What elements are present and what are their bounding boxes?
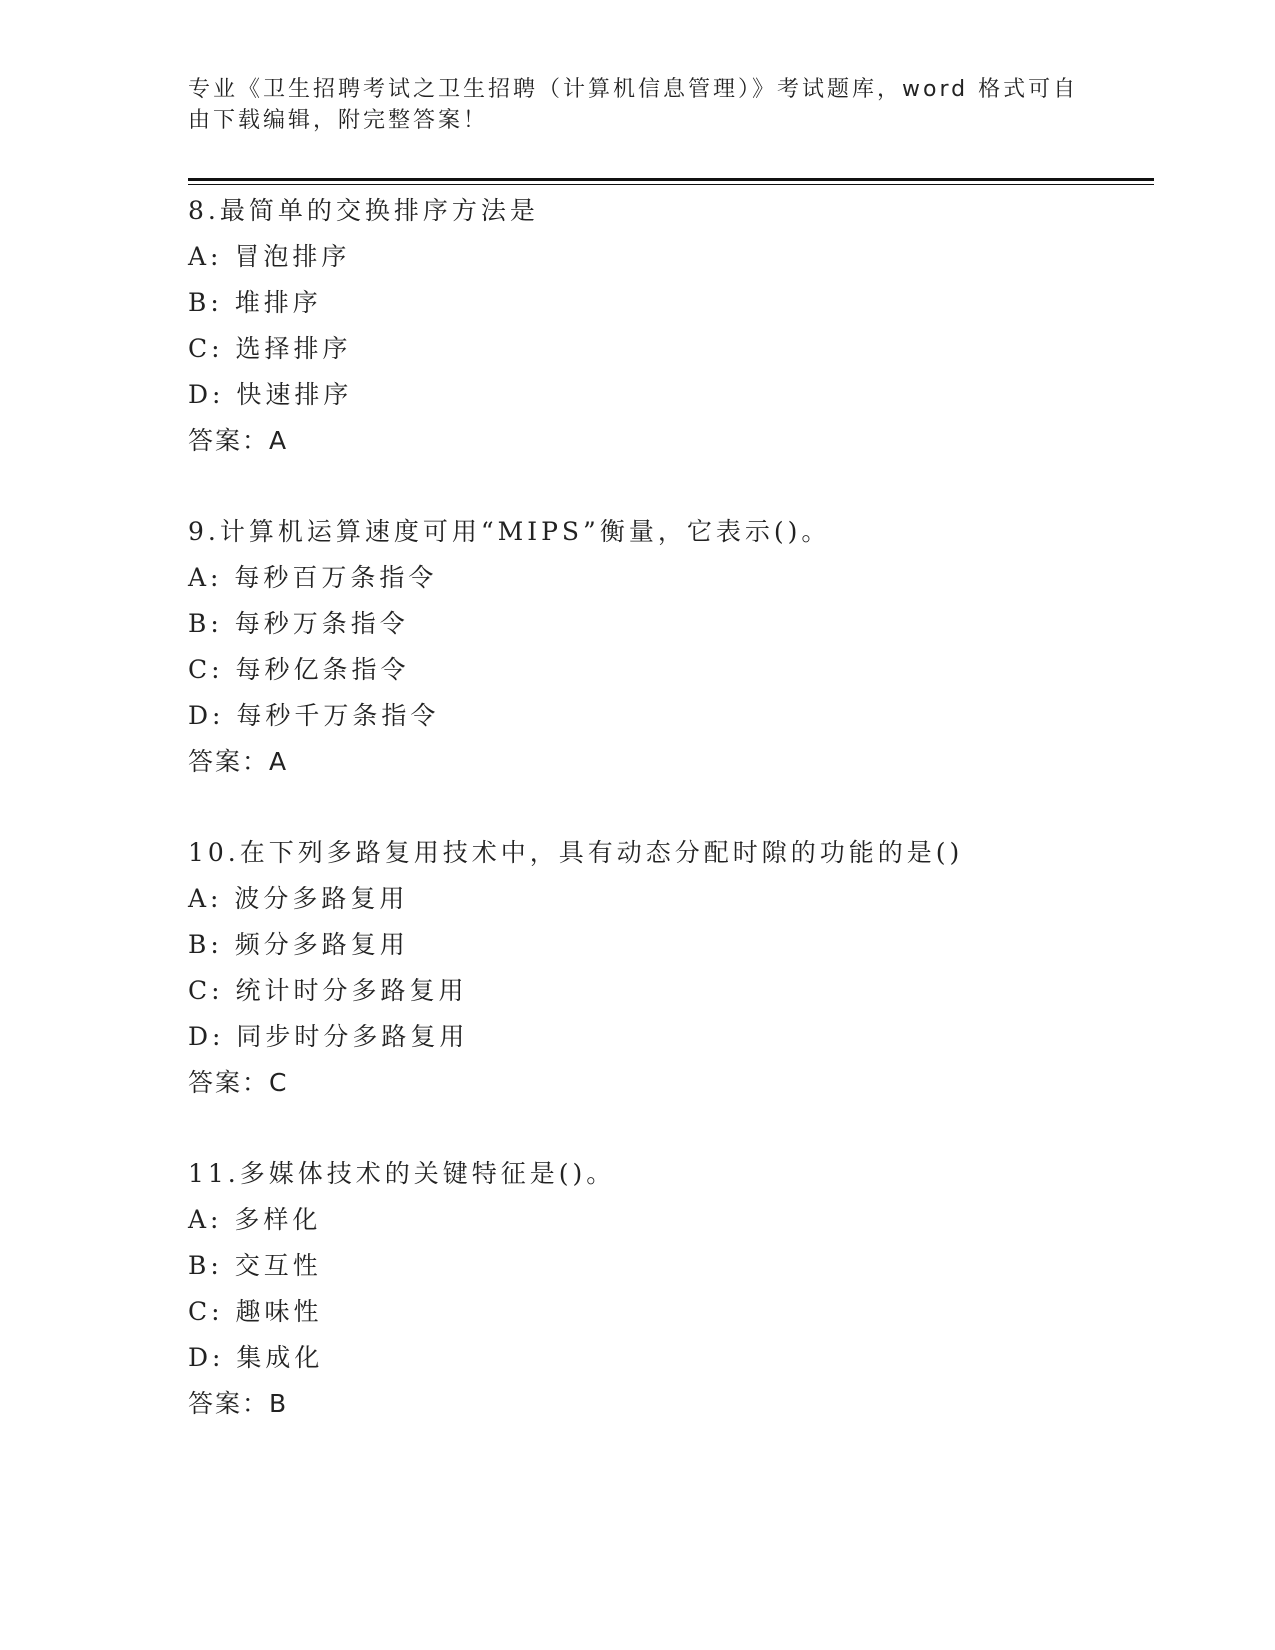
- answer-text: 答案：C: [188, 1068, 289, 1097]
- option-b: B: 堆排序: [188, 288, 322, 317]
- option-a: A: 多样化: [188, 1205, 322, 1234]
- option-d: D: 快速排序: [188, 380, 353, 409]
- question-8: [188, 188, 1154, 464]
- option-d: D: 每秒千万条指令: [188, 701, 440, 730]
- option-a: A: 冒泡排序: [188, 242, 351, 271]
- question-10: [188, 830, 1154, 1106]
- question-11: [188, 1151, 1154, 1427]
- option-c: C: 统计时分多路复用: [188, 976, 468, 1005]
- question-list: [188, 188, 1154, 1472]
- question-stem: 8.最简单的交换排序方法是: [188, 196, 539, 225]
- option-d: D: 集成化: [188, 1343, 324, 1372]
- option-a: A: 波分多路复用: [188, 884, 409, 913]
- answer-text: 答案：A: [188, 747, 289, 776]
- option-c: C: 每秒亿条指令: [188, 655, 410, 684]
- document-header: [188, 74, 1088, 136]
- option-b: B: 每秒万条指令: [188, 609, 409, 638]
- option-b: B: 频分多路复用: [188, 930, 409, 959]
- question-stem: 11.多媒体技术的关键特征是()。: [188, 1159, 616, 1188]
- option-d: D: 同步时分多路复用: [188, 1022, 469, 1051]
- header-divider-thin: [188, 184, 1154, 185]
- header-line-2: 由下载编辑，附完整答案！: [188, 108, 489, 133]
- option-b: B: 交互性: [188, 1251, 322, 1280]
- answer-text: 答案：A: [188, 426, 289, 455]
- header-line-1: 专业《卫生招聘考试之卫生招聘（计算机信息管理）》考试题库，word 格式可自: [188, 77, 1079, 102]
- question-stem: 9.计算机运算速度可用“MIPS”衡量，它表示()。: [188, 517, 831, 546]
- header-divider-thick: [188, 178, 1154, 181]
- option-c: C: 选择排序: [188, 334, 352, 363]
- option-c: C: 趣味性: [188, 1297, 323, 1326]
- question-stem: 10.在下列多路复用技术中，具有动态分配时隙的功能的是(): [188, 838, 964, 867]
- answer-text: 答案：B: [188, 1389, 289, 1418]
- option-a: A: 每秒百万条指令: [188, 563, 438, 592]
- question-9: [188, 509, 1154, 785]
